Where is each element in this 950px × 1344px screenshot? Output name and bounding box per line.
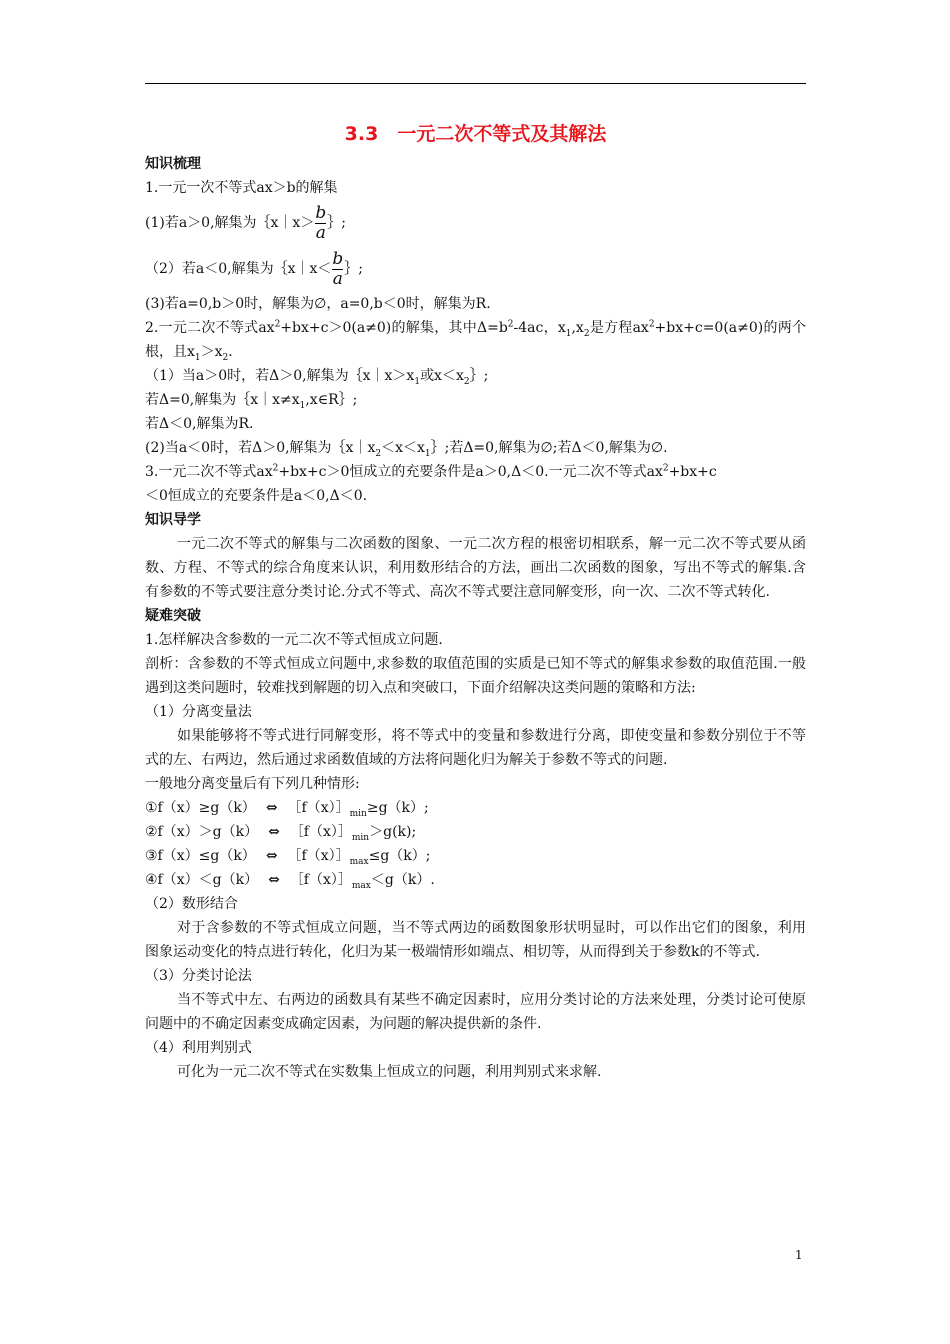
page-number: 1	[795, 1248, 803, 1262]
empty-set-symbol: ∅	[314, 296, 327, 312]
heading-difficulty: 疑难突破	[145, 608, 201, 624]
line-7: （1）当a＞0时，若Δ＞0,解集为$\{x|x>x_1$或$x<x_2\}$;	[145, 368, 489, 387]
line-1: 1.一元一次不等式ax＞b的解集	[145, 180, 338, 196]
guide-paragraph: 一元二次不等式的解集与二次函数的图象、一元二次方程的根密切相联系，解一元二次不等式要从函数、方程、不等式的综合角度来认识，利用数形结合的方法，画出二次函数的图象，写出不等式的解集.含有参数的不等式要注意分类讨论.分式不等式、高次不等式要注意同解变形，向一次、二次不等式转化.	[145, 536, 806, 600]
empty-set-symbol: ∅	[540, 440, 553, 456]
line-8: 若Δ=0,解集为$\{x|x\ne x_1,x\in R\}$;	[145, 392, 358, 411]
line-4: (3)若a=0,b＞0时，解集为∅，a=0,b＜0时，解集为R.	[145, 296, 491, 312]
iff-symbol: ⇔	[268, 824, 280, 840]
case-row: ④f（x）＜g（k） ⇔ $[f(x)]_{max}<g(k)$.	[145, 868, 806, 892]
iff-symbol: ⇔	[268, 872, 280, 888]
line-3: （2）若a＜0,解集为｛x｜x＜ $\frac{b}{a}$ ｝;	[145, 248, 364, 289]
iff-symbol: ⇔	[265, 800, 278, 816]
fraction-b-over-a: $\frac{b}{a}$	[332, 248, 344, 289]
empty-set-symbol: ∅	[650, 440, 664, 456]
question-1: 1.怎样解决含参数的一元二次不等式恒成立问题.	[145, 632, 443, 648]
case-row: ②f（x）＞g（k） ⇔ $[f(x)]_{min}>g(k)$;	[145, 820, 806, 844]
document-title: 3.3 一元二次不等式及其解法	[344, 123, 607, 145]
heading-knowledge-guide: 知识导学	[145, 512, 201, 528]
line-10: (2)当a＜0时，若Δ＞0,解集为$\{x|x_2<x<x_1\}$;若Δ=0,解集为∅;若Δ＜0,解集为∅.	[145, 440, 668, 459]
header-rule	[145, 83, 806, 84]
method-4-paragraph: 可化为一元二次不等式在实数集上恒成立的问题，利用判别式来求解.	[177, 1064, 602, 1080]
line-12: ＜0恒成立的充要条件是a＜0,Δ＜0.	[145, 488, 368, 504]
method-1-title: （1）分离变量法	[145, 704, 252, 720]
analysis-paragraph: 剖析：含参数的不等式恒成立问题中,求参数的取值范围的实质是已知不等式的解集求参数的取值范围.一般遇到这类问题时，较难找到解题的切入点和突破口，下面介绍解决这类问题的策略和方法:	[145, 656, 806, 696]
line-2: (1)若a＞0,解集为｛x｜x＞ $\frac{b}{a}$ ｝;	[145, 202, 346, 243]
iff-symbol: ⇔	[265, 848, 278, 864]
method-3-paragraph: 当不等式中左、右两边的函数具有某些不确定因素时，应用分类讨论的方法来处理，分类讨论可使原问题中的不确定因素变成确定因素，为问题的解决提供新的条件.	[145, 992, 806, 1032]
case-row: ③f（x）≤g（k） ⇔ $[f(x)]_{max}\le g(k)$;	[145, 844, 806, 868]
method-3-title: （3）分类讨论法	[145, 968, 252, 984]
cases-intro: 一般地分离变量后有下列几种情形:	[145, 776, 360, 792]
line-9: 若Δ＜0,解集为R.	[145, 416, 254, 432]
line-11: 3.一元二次不等式$ax^2+bx+c>0$恒成立的充要条件是a＞0,Δ＜0.一元二次不等式$ax^2+bx+c$	[145, 463, 717, 480]
method-2-paragraph: 对于含参数的不等式恒成立问题，当不等式两边的函数图象形状明显时，可以作出它们的图象，利用图象运动变化的特点进行转化，化归为某一极端情形如端点、相切等，从而得到关于参数k的不等式.	[145, 920, 806, 960]
heading-knowledge-review: 知识梳理	[145, 156, 201, 172]
line-5: 2.一元二次不等式$ax^2+bx+c>0(a\ne 0)$的解集，其中$\Delta=b^2-4ac$，$x_1,x_2$是方程$ax^2+bx+c=0(a\ne 0)$的两个根，且$x_1>x_2$.	[145, 319, 806, 363]
document-body	[145, 118, 806, 1084]
case-row: ①f（x）≥g（k） ⇔ $[f(x)]_{min}\ge g(k)$;	[145, 796, 806, 820]
method-4-title: （4）利用判别式	[145, 1040, 252, 1056]
method-2-title: （2）数形结合	[145, 896, 238, 912]
fraction-b-over-a: $\frac{b}{a}$	[315, 202, 327, 243]
method-1-paragraph: 如果能够将不等式进行同解变形，将不等式中的变量和参数进行分离，即使变量和参数分别位于不等式的左、右两边，然后通过求函数值域的方法将问题化归为解关于参数不等式的问题.	[145, 728, 806, 768]
